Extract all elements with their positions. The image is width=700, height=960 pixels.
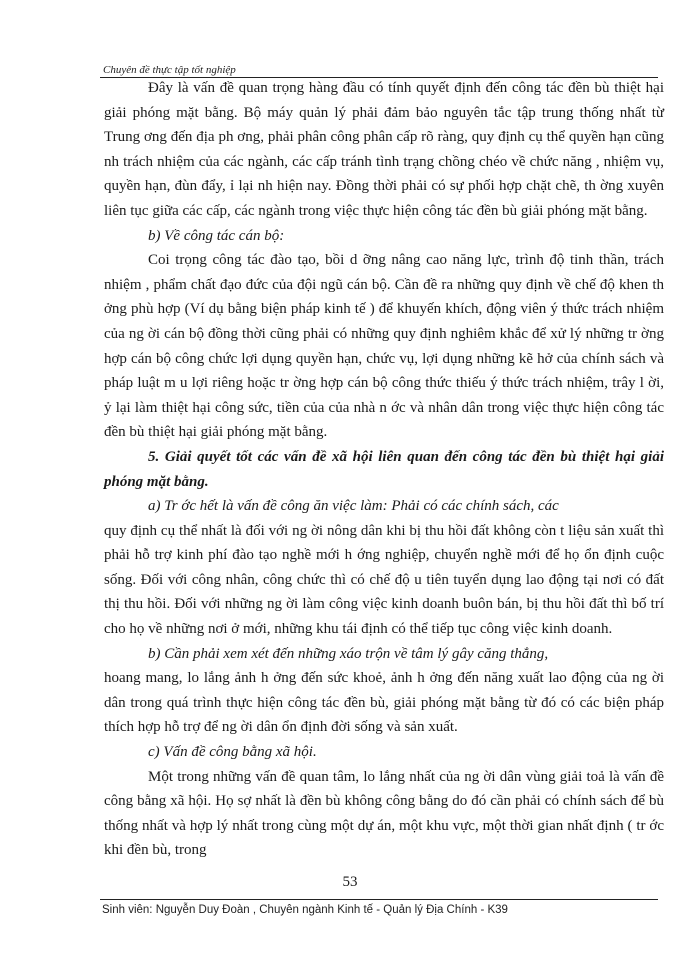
- paragraph-staff: Coi trọng công tác đào tạo, bồi d ỡng nâng cao năng lực, trình độ tinh thần, trách nhiệm , phẩm chất đạo đức của đội ngũ cán bộ. Cần đề ra những quy định về chế độ khen th ởng phù hợp (Ví dụ bằng biện pháp kinh tế ) để khuyến khích, động viên ý thức trách nhiệm của ng ời cán bộ đồng thời cũng phải có những quy định nghiêm khắc để xử lý những tr ờng hợp cán bộ công chức lợi dụng quyền hạn, chức vụ, lợi dụng những kẽ hở của chính sách và pháp luật m u lợi riêng hoặc tr ờng hợp cán bộ công thức thiếu ý thức trách nhiệm, trây l ời, ỷ lại làm thiệt hại công sức, tiền của của nhà n ớc và nhân dân trong việc thực hiện công tác đền bù thiệt hại giải phóng mặt bằng.: [104, 252, 664, 441]
- running-footer: Sinh viên: Nguyễn Duy Đoàn , Chuyên ngành Kinh tế - Quản lý Địa Chính - K39: [102, 904, 508, 916]
- item-a-lead: a) Tr ớc hết là vấn đề công ăn việc làm: Phải có các chính sách, các: [148, 498, 559, 515]
- footer-rule: [100, 899, 658, 900]
- section-heading-5: 5. Giải quyết tốt các vấn đề xã hội liên quan đến công tác đền bù thiệt hại giải phóng mặt bằng.: [104, 448, 664, 490]
- page-number: 53: [342, 874, 358, 890]
- item-b-lead: b) Cần phải xem xét đến những xáo trộn về tâm lý gây căng thẳng,: [148, 645, 549, 662]
- item-a-body: quy định cụ thể nhất là đối với ng ời nông dân khi bị thu hồi đất không còn t liệu sản xuất thì phải hỗ trợ kinh phí đào tạo nghề mới h ớng nghiệp, chuyển nghề mới để họ ổn định cuộc sống. Đối với công nhân, công chức thì có chế độ u tiên tuyển dụng lao động tại nơi có đất thị thu hồi. Đối với những ng ời làm công việc kinh doanh buôn bán, bị thu hồi đất thì bố trí cho họ về những nơi ở mới, những khu tái định có thể tiếp tục công việc kinh doanh.: [104, 522, 664, 638]
- paragraph-social-equity: Một trong những vấn đề quan tâm, lo lắng nhất của ng ời dân vùng giải toả là vấn đề công bằng xã hội. Họ sợ nhất là đền bù không công bằng do đó cần phải có chính sách để bù thống nhất và hợp lý nhất trong cùng một dự án, một khu vực, một thời gian nhất định ( tr ớc khi đền bù, trong: [104, 768, 664, 859]
- subheading-social-equity: c) Vấn đề công bằng xã hội.: [148, 744, 317, 761]
- paragraph-management: Đây là vấn đề quan trọng hàng đầu có tính quyết định đến công tác đền bù thiệt hại giải phóng mặt bằng. Bộ máy quản lý phải đảm bảo nguyên tắc tập trung thống nhất từ Trung ơng đến địa ph ơng, phải phân công phân cấp rõ ràng, quy định cụ thể quyền hạn cũng nh trách nhiệm của các ngành, các cấp tránh tình trạng chồng chéo về chức năng , nhiệm vụ, quyền hạn, đùn đẩy, ỉ lại nh hiện nay. Đồng thời phải có sự phối hợp chặt chẽ, th ờng xuyên liên tục giữa các cấp, các ngành trong việc thực hiện công tác đền bù giải phóng mặt bằng.: [104, 80, 664, 219]
- body-text: [104, 76, 664, 863]
- item-b-body: hoang mang, lo lắng ảnh h ởng đến sức khoẻ, ảnh h ởng đến năng xuất lao động của ng ời dân trong quá trình thực hiện công tác đền bù, giải phóng mặt bằng từ đó có các biện pháp thích hợp hỗ trợ để ng ời dân ổn định đời sống và sản xuất.: [104, 670, 664, 736]
- running-header: Chuyên đề thực tập tốt nghiệp: [103, 64, 236, 76]
- subheading-staff: b) Về công tác cán bộ:: [148, 227, 285, 244]
